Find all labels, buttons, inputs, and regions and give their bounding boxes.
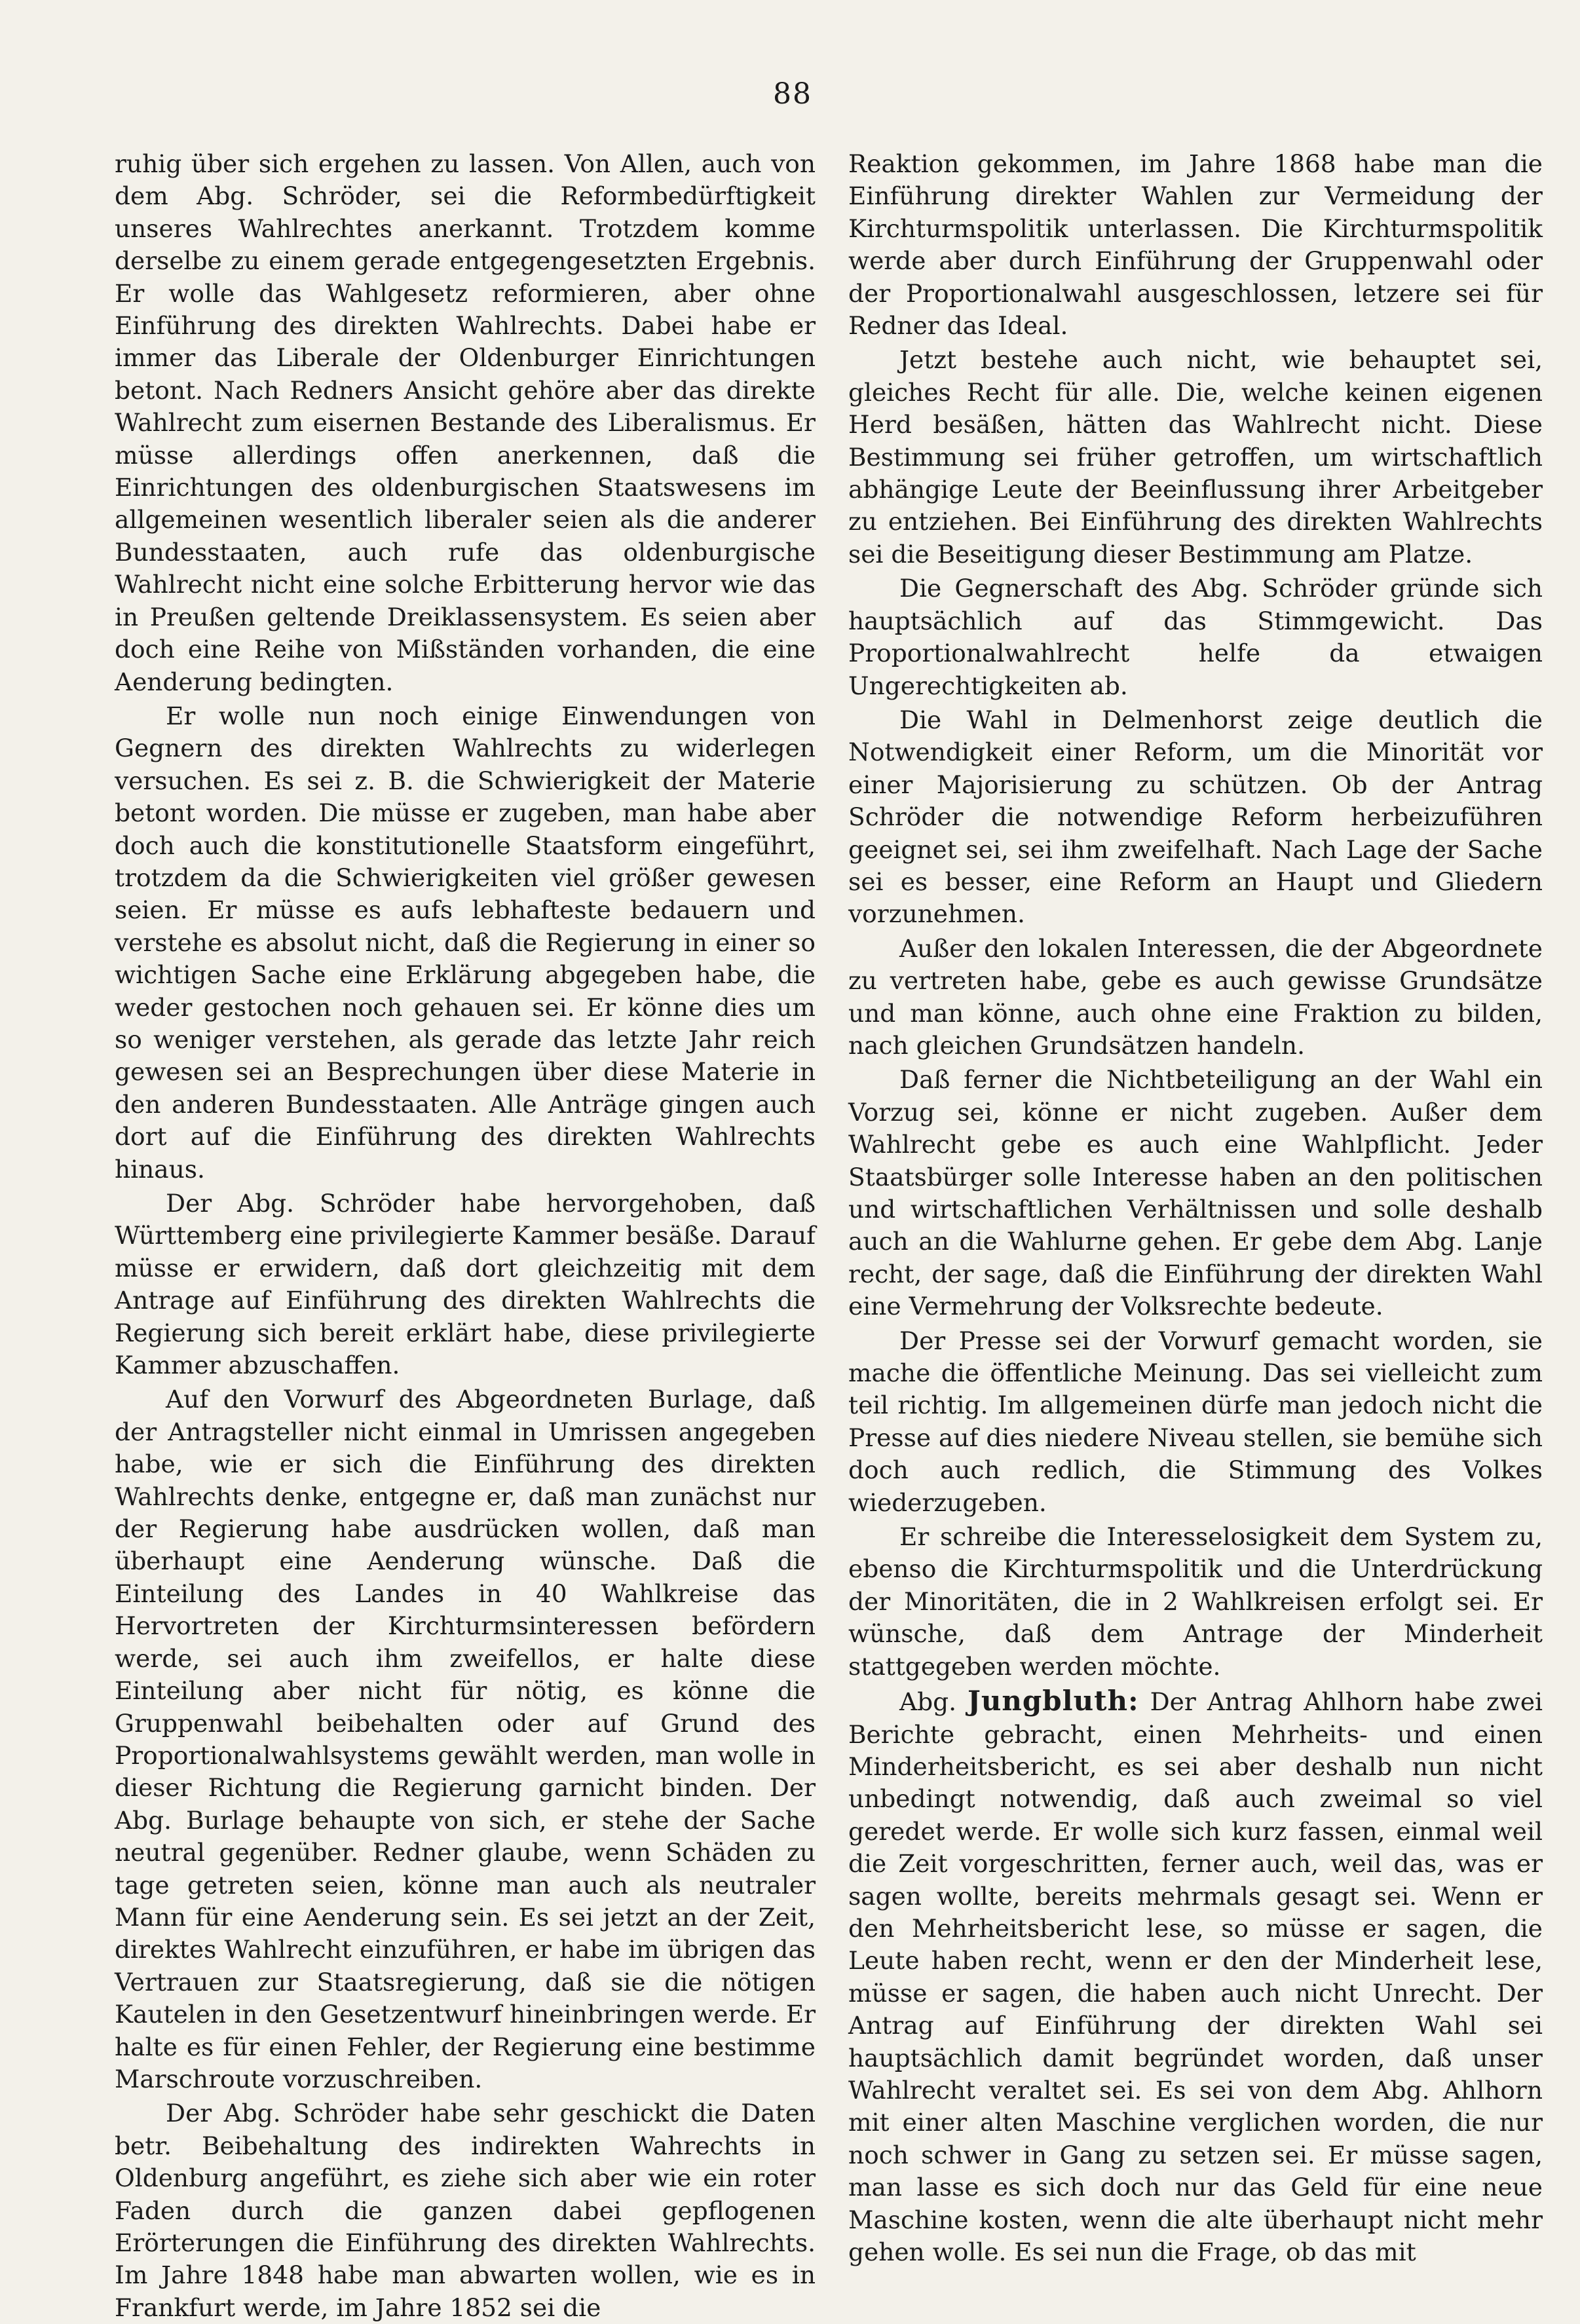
paragraph: Jetzt bestehe auch nicht, wie behauptet sei, gleiches Recht für alle. Die, welche keinen eigenen Herd besäßen, hätten das Wahlrecht nicht. Diese Bestimmung sei früher getroffen, um wirtschaftlich abhängige Leute der Beeinflussung ihrer Arbeitgeber zu entziehen. Bei Einführung des direkten Wahlrechts sei die Beseitigung dieser Bestimmung am Platze. xyxy=(848,345,1543,569)
page-number: 88 xyxy=(773,77,812,111)
paragraph: Der Abg. Schröder habe hervorgehoben, daß Württemberg eine privilegierte Kammer besäße. Darauf müsse er erwidern, daß dort gleichzeitig mit dem Antrage auf Einführung des direkten Wahlrechts die Regierung sich bereit erklärt habe, diese privilegierte Kammer abzuschaffen. xyxy=(115,1189,816,1380)
paragraph: Der Abg. Schröder habe sehr geschickt die Daten betr. Beibehaltung des indirekten Wahrechts in Oldenburg angeführt, es ziehe sich aber wie ein roter Faden durch die ganzen dabei gepflogenen Erörterungen die Einführung des direkten Wahlrechts. Im Jahre 1848 habe man abwarten wollen, wie es in Frankfurt werde, im Jahre 1852 sei die xyxy=(115,2099,816,2322)
paragraph: Auf den Vorwurf des Abgeordneten Burlage, daß der Antragsteller nicht einmal in Umrissen angegeben habe, wie er sich die Einführung des direkten Wahlrechts denke, entgegne er, daß man zunächst nur der Regierung habe ausdrücken wollen, daß man überhaupt eine Aenderung wünsche. Daß die Einteilung des Landes in 40 Wahlkreise das Hervortreten der Kirchturmsinteressen befördern werde, sei auch ihm zweifellos, er halte diese Einteilung aber nicht für nötig, es könne die Gruppenwahl beibehalten oder auf Grund des Proportionalwahlsystems gewählt werden, man wolle in dieser Richtung die Regierung garnicht binden. Der Abg. Burlage behaupte von sich, er stehe der Sache neutral gegenüber. Redner glaube, wenn Schäden zu tage getreten seien, könne man auch als neutraler Mann für eine Aenderung sein. Es sei jetzt an der Zeit, direktes Wahlrecht einzuführen, er habe im übrigen das Vertrauen zur Staatsregierung, daß sie die nötigen Kautelen in den Gesetzentwurf hineinbringen werde. Er halte es für einen Fehler, der Regierung eine bestimme Marschroute vorzuschreiben. xyxy=(115,1385,816,2093)
paragraph: Er schreibe die Interesselosigkeit dem System zu, ebenso die Kirchturmspolitik und die Unterdrückung der Minoritäten, die in 2 Wahlkreisen erfolgt sei. Er wünsche, daß dem Antrage der Minderheit stattgegeben werden möchte. xyxy=(848,1522,1543,1681)
speaker-name: Jungbluth: xyxy=(967,1685,1139,1717)
paragraph: Die Gegnerschaft des Abg. Schröder gründe sich hauptsächlich auf das Stimmgewicht. Das Proportionalwahlrecht helfe da etwaigen Ungerechtigkeiten ab. xyxy=(848,574,1543,700)
paragraph: ruhig über sich ergehen zu lassen. Von Allen, auch von dem Abg. Schröder, sei die Reformbedürftigkeit unseres Wahlrechtes anerkannt. Trotzdem komme derselbe zu einem gerade entgegengesetzten Ergebnis. Er wolle das Wahlgesetz reformieren, aber ohne Einführung des direkten Wahlrechts. Dabei habe er immer das Liberale der Oldenburger Einrichtungen betont. Nach Redners Ansicht gehöre aber das direkte Wahlrecht zum eisernen Bestande des Liberalismus. Er müsse allerdings offen anerkennen, daß die Einrichtungen des oldenburgischen Staatswesens im allgemeinen wesentlich liberaler seien als die anderer Bundesstaaten, auch rufe das oldenburgische Wahlrecht nicht eine solche Erbitterung hervor wie das in Preußen geltende Dreiklassensystem. Es seien aber doch eine Reihe von Mißständen vorhanden, die eine Aenderung bedingten. xyxy=(115,149,816,696)
right-column xyxy=(848,148,1543,2266)
paragraph: Der Presse sei der Vorwurf gemacht worden, sie mache die öffentliche Meinung. Das sei vielleicht zum teil richtig. Im allgemeinen dürfe man jedoch nicht die Presse auf dies niedere Niveau stellen, sie bemühe sich doch auch redlich, die Stimmung des Volkes wiederzugeben. xyxy=(848,1326,1543,1517)
speech-text: Der Antrag Ahlhorn habe zwei Berichte gebracht, einen Mehrheits- und einen Minderheitsbericht, es sei aber deshalb nun nicht unbedingt notwendig, daß auch zweimal so viel geredet werde. Er wolle sich kurz fassen, einmal weil die Zeit vorgeschritten, ferner auch, weil das, was er sagen wollte, bereits mehrmals gesagt sei. Wenn er den Mehrheitsbericht lese, so müsse er sagen, die Leute haben recht, wenn er den der Minderheit lese, müsse er sagen, die haben auch nicht Unrecht. Der Antrag auf Einführung der direkten Wahl sei hauptsächlich damit begründet worden, daß unser Wahlrecht veraltet sei. Es sei von dem Abg. Ahlhorn mit einer alten Maschine verglichen worden, die nur noch schwer in Gang zu setzen sei. Er müsse sagen, man lasse es sich doch nur das Geld für eine neue Maschine kosten, wenn die alte überhaupt nicht mehr gehen wolle. Es sei nun die Frage, ob das mit xyxy=(848,1687,1543,2266)
speech-paragraph xyxy=(848,1685,1543,2268)
speech-prefix: Abg. xyxy=(899,1687,968,1717)
paragraph: Er wolle nun noch einige Einwendungen von Gegnern des direkten Wahlrechts zu widerlegen versuchen. Es sei z. B. die Schwierigkeit der Materie betont worden. Die müsse er zugeben, man habe aber doch auch die konstitutionelle Staatsform eingeführt, trotzdem da die Schwierigkeiten viel größer gewesen seien. Er müsse es aufs lebhafteste bedauern und verstehe es absolut nicht, daß die Regierung in einer so wichtigen Sache eine Erklärung abgegeben habe, die weder gestochen noch gehauen sei. Er könne dies um so weniger verstehen, als gerade das letzte Jahr reich gewesen sei an Besprechungen über diese Materie in den anderen Bundesstaaten. Alle Anträge gingen auch dort auf die Einführung des direkten Wahlrechts hinaus. xyxy=(115,701,816,1184)
paragraph: Daß ferner die Nichtbeteiligung an der Wahl ein Vorzug sei, könne er nicht zugeben. Außer dem Wahlrecht gebe es auch eine Wahlpflicht. Jeder Staatsbürger solle Interesse haben an den politischen und wirtschaftlichen Verhältnissen und solle deshalb auch an die Wahlurne gehen. Er gebe dem Abg. Lanje recht, der sage, daß die Einführung der direkten Wahl eine Vermehrung der Volksrechte bedeute. xyxy=(848,1065,1543,1321)
paragraph: Außer den lokalen Interessen, die der Abgeordnete zu vertreten habe, gebe es auch gewisse Grundsätze und man könne, auch ohne eine Fraktion zu bilden, nach gleichen Grundsätzen handeln. xyxy=(848,933,1543,1060)
paragraph: Die Wahl in Delmenhorst zeige deutlich die Notwendigkeit einer Reform, um die Minorität vor einer Majorisierung zu schützen. Ob der Antrag Schröder die notwendige Reform herbeizuführen geeignet sei, sei ihm zweifelhaft. Nach Lage der Sache sei es besser, eine Reform an Haupt und Gliedern vorzunehmen. xyxy=(848,705,1543,929)
paragraph: Reaktion gekommen, im Jahre 1868 habe man die Einführung direkter Wahlen zur Vermeidung der Kirchturmspolitik unterlassen. Die Kirchturmspolitik werde aber durch Einführung der Gruppenwahl oder der Proportionalwahl ausgeschlossen, letzere sei für Redner das Ideal. xyxy=(848,149,1543,341)
left-column xyxy=(115,148,816,2322)
